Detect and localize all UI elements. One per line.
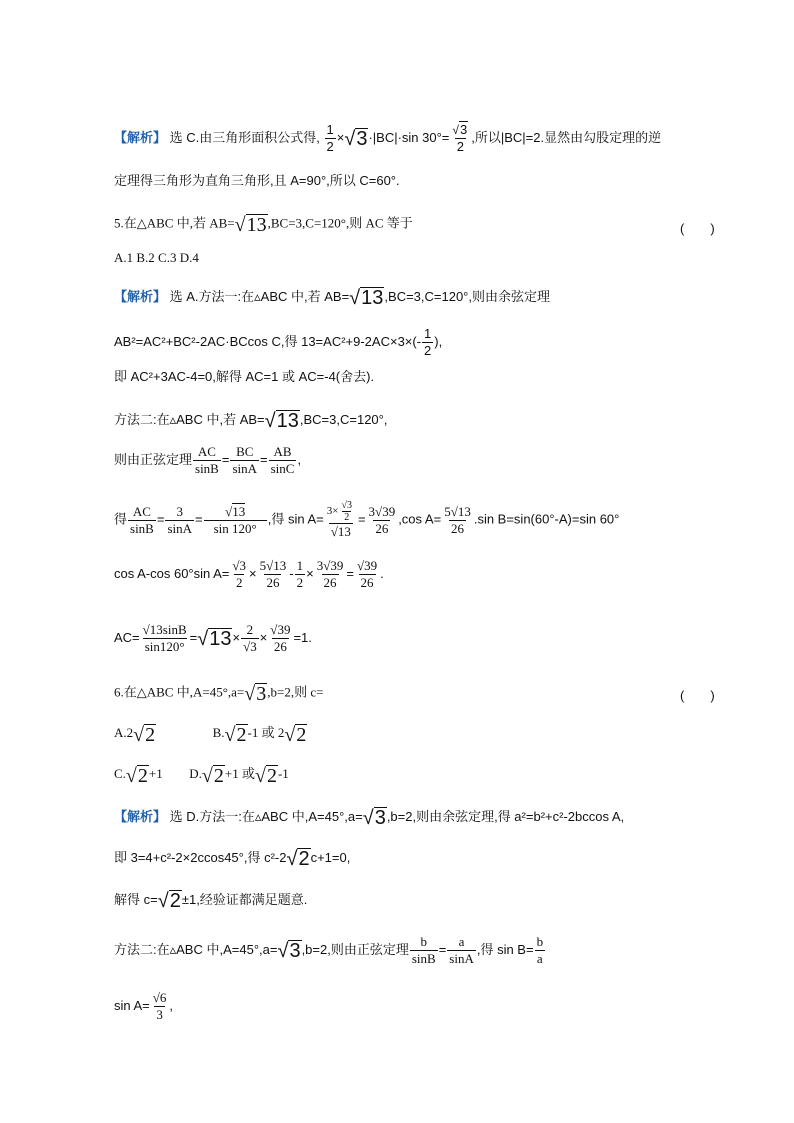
option-a: A.2 √ 2: [114, 724, 156, 746]
fraction: $\frac{1}{2}$: [296, 558, 304, 590]
fraction: $\frac{5√13}{26}$: [444, 503, 471, 536]
analysis-6-line-2: 即 3=4+c²-2×2ccos45°,得 c²-2 √ 2 c+1=0,: [114, 848, 351, 870]
analysis-4-line-1: 【解析】 选 C.由三角形面积公式得, $\frac{1}{2}$ × √ 3 ·|BC|·sin 30°= $\frac{√3}{2}$ ,所以|BC|=2.显然由勾股定理的逆: [114, 122, 662, 154]
analysis-5-line-6: 得 $\frac{AC}{\sin B}$ = $\frac{3}{\sin A}$ = $\frac{√13}{\sin 120^\circ}$ ,得 sin A= 3× $\frac{√3}{2}$ √13 = $\frac{3√39}{26}$ ,cos A= $\frac{5√13}{26}$ .sin B=sin(60°-A)=sin 60°: [114, 500, 620, 539]
fraction: $\frac{3}{\sin A}$: [167, 503, 193, 536]
sqrt: √ 3: [277, 940, 301, 962]
fraction: $\frac{1}{2}$: [326, 122, 334, 154]
fraction: $\frac{AB}{\sin C}$: [270, 444, 295, 476]
question-6-options-cd: [114, 765, 714, 786]
sqrt: √ 3: [344, 128, 368, 150]
sqrt: √ 13: [264, 410, 299, 432]
analysis-5-line-3: 即 AC²+3AC-4=0,解得 AC=1 或 AC=-4(舍去).: [114, 369, 375, 384]
fraction: $\frac{3√39}{26}$: [368, 503, 396, 536]
fraction: $\frac{BC}{\sin A}$: [232, 444, 258, 476]
analysis-5-line-2: AB²=AC²+BC²-2AC·BCcos C,得 13=AC²+9-2AC×3×(- $\frac{1}{2}$ ),: [114, 326, 443, 358]
fraction: $\frac{√39}{26}$: [356, 558, 378, 590]
analysis-4-line-2: 定理得三角形为直角三角形,且 A=90°,所以 C=60°.: [114, 173, 400, 188]
analysis-tag: 【解析】: [114, 808, 167, 824]
fraction: $\frac{2}{√3}$: [243, 622, 257, 654]
sqrt: √ 13: [349, 287, 384, 309]
answer-bracket-6: ( ): [680, 688, 715, 703]
analysis-5-line-8: AC= $\frac{√13\sin B}{\sin 120^\circ}$ = √ 13 × $\frac{2}{√3}$ × $\frac{√39}{26}$ =1.: [114, 622, 312, 654]
fraction: $\frac{√39}{26}$: [270, 622, 291, 654]
analysis-6-line-3: 解得 c= √ 2 ±1,经验证都满足题意.: [114, 890, 308, 912]
sqrt: √ 13: [234, 214, 267, 236]
option-b: B. √ 2 -1 或 2 √ 2: [212, 724, 307, 746]
sqrt: √ 3: [362, 807, 386, 829]
analysis-6-line-1: 【解析】 选 D.方法一:在▵ABC 中,A=45°,a= √ 3 ,b=2,则由余弦定理,得 a²=b²+c²-2bccos A,: [114, 807, 625, 829]
question-5: 5.在△ABC 中,若 AB= √ 13 ,BC=3,C=120°,则 AC 等于: [114, 214, 413, 236]
question-5-options: A.1 B.2 C.3 D.4: [114, 250, 199, 265]
fraction: $\frac{AC}{\sin B}$: [195, 444, 219, 476]
fraction: 3× $\frac{√3}{2}$ √13: [326, 500, 352, 539]
analysis-5-line-7: cos A-cos 60°sin A= $\frac{√3}{2}$ × $\frac{5√13}{26}$ - $\frac{1}{2}$ × $\frac{3√39}{26}$ = $\frac{√39}{26}$ .: [114, 558, 384, 590]
fraction: $\frac{1}{2}$: [424, 326, 432, 358]
fraction: $\frac{√3}{2}$: [232, 558, 247, 590]
fraction: $\frac{AC}{\sin B}$: [130, 503, 154, 536]
fraction: $\frac{√13\sin B}{\sin 120^\circ}$: [142, 622, 187, 654]
question-6-options-ab: [114, 724, 714, 745]
analysis-tag: 【解析】: [114, 288, 167, 304]
fraction: $\frac{b}{\sin B}$: [411, 934, 436, 966]
option-c: C. √ 2 +1: [114, 765, 163, 787]
analysis-5-line-5: 则由正弦定理 $\frac{AC}{\sin B}$ = $\frac{BC}{\sin A}$ = $\frac{AB}{\sin C}$ ,: [114, 444, 302, 476]
fraction: $\frac{5√13}{26}$: [259, 558, 287, 590]
sqrt: √ 2: [157, 890, 181, 912]
fraction: $\frac{√13}{\sin 120^\circ}$: [204, 504, 267, 537]
analysis-6-line-4: 方法二:在▵ABC 中,A=45°,a= √ 3 ,b=2,则由正弦定理 $\frac{b}{\sin B}$ = $\frac{a}{\sin A}$ ,得 sin B= $\frac{b}{a}$: [114, 934, 544, 966]
answer-bracket-5: ( ): [680, 221, 715, 236]
analysis-tag: 【解析】: [114, 129, 167, 145]
fraction: $\frac{3√39}{26}$: [316, 558, 344, 590]
sqrt: √ 3: [244, 683, 267, 705]
fraction: $\frac{b}{a}$: [536, 934, 544, 966]
option-d: D. √ 2 +1 或 √ 2 -1: [189, 765, 289, 787]
fraction: $\frac{√3}{2}$: [452, 122, 468, 154]
fraction: $\frac{√6}{3}$: [152, 990, 167, 1022]
fraction: $\frac{a}{\sin A}$: [449, 934, 474, 966]
question-6: 6.在△ABC 中,A=45°,a= √ 3 ,b=2,则 c=: [114, 683, 324, 705]
analysis-6-line-5: sin A= $\frac{√6}{3}$ ,: [114, 990, 174, 1022]
sqrt: √ 13: [197, 628, 232, 650]
analysis-5-line-4: 方法二:在▵ABC 中,若 AB= √ 13 ,BC=3,C=120°,: [114, 410, 388, 432]
sqrt: √ 2: [286, 848, 310, 870]
analysis-5-line-1: 【解析】 选 A.方法一:在▵ABC 中,若 AB= √ 13 ,BC=3,C=120°,则由余弦定理: [114, 287, 550, 309]
